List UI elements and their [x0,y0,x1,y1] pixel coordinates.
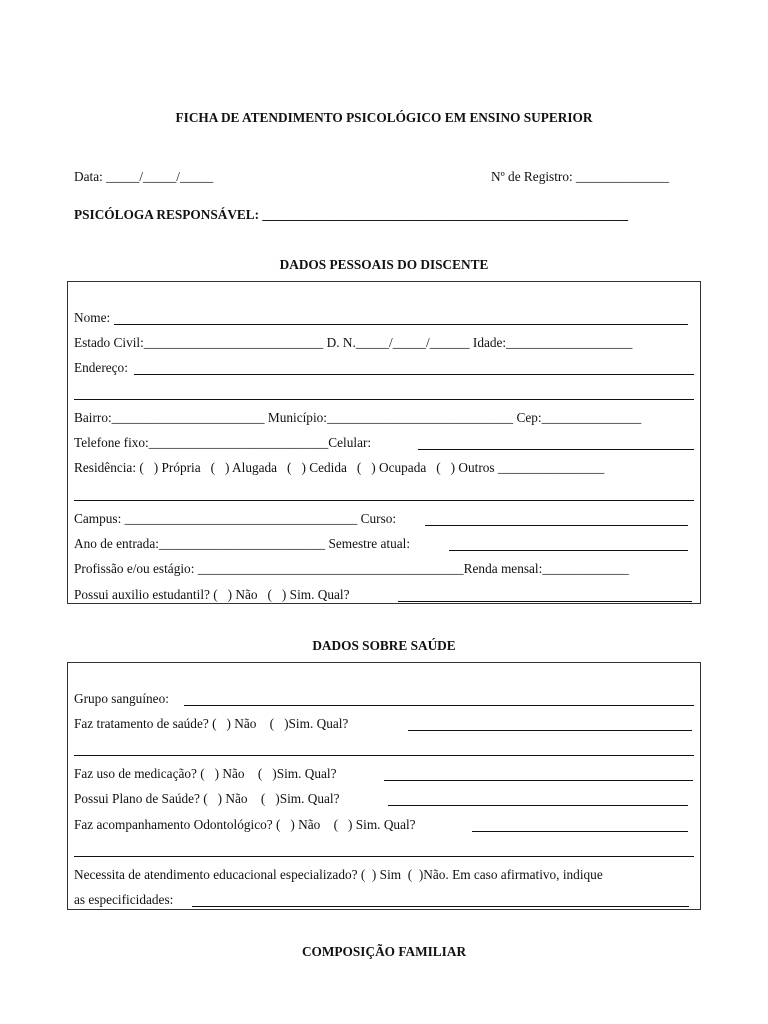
treatment-line-2 [74,755,694,756]
dental-line [472,831,688,832]
address-label: Endereço: [74,360,128,375]
blood-type-line [184,705,694,706]
special-needs-row-2: as especificidades: [74,892,174,907]
dental-line-2 [74,856,694,857]
treatment-line [408,730,692,731]
entry-year-row: Ano de entrada:_________________________ Semestre atual: [74,536,411,551]
name-line [114,324,688,325]
health-data-heading: DADOS SOBRE SAÚDE [312,638,456,653]
treatment-row: Faz tratamento de saúde? ( ) Não ( )Sim. Qual? [74,716,349,731]
medication-line [384,780,693,781]
semester-line [449,550,688,551]
health-plan-row: Possui Plano de Saúde? ( ) Não ( )Sim. Qual? [74,791,340,806]
responsible-psychologist-label: PSICÓLOGA RESPONSÁVEL: _______________________________________________________ [74,207,629,222]
address-line-2 [74,399,694,400]
phone-row: Telefone fixo:___________________________Celular: [74,435,372,450]
registration-field-label: Nº de Registro: ______________ [491,169,670,184]
course-line [425,525,688,526]
date-field-label: Data: _____/_____/_____ [74,169,214,184]
civil-status-row: Estado Civil:___________________________ D. N._____/_____/______ Idade:___________________ [74,335,633,350]
neighborhood-row: Bairro:_______________________ Município:____________________________ Cep:_______________ [74,410,642,425]
student-aid-row: Possui auxilio estudantil? ( ) Não ( ) Sim. Qual? [74,587,350,602]
address-line [134,374,694,375]
dental-row: Faz acompanhamento Odontológico? ( ) Não ( ) Sim. Qual? [74,817,416,832]
medication-row: Faz uso de medicação? ( ) Não ( )Sim. Qual? [74,766,337,781]
residence-row: Residência: ( ) Própria ( ) Alugada ( ) Cedida ( ) Ocupada ( ) Outros ________________ [74,460,605,475]
health-plan-line [388,805,688,806]
special-needs-row: Necessita de atendimento educacional especializado? ( ) Sim ( )Não. Em caso afirmativo, indique [74,867,603,882]
campus-row: Campus: ___________________________________ Curso: [74,511,397,526]
special-needs-line [192,906,689,907]
residence-line-2 [74,500,694,501]
blood-type-label: Grupo sanguíneo: [74,691,169,706]
form-title: FICHA DE ATENDIMENTO PSICOLÓGICO EM ENSINO SUPERIOR [175,110,593,125]
personal-data-heading: DADOS PESSOAIS DO DISCENTE [279,257,489,272]
profession-row: Profissão e/ou estágio: ________________________________________Renda mensal:_____________ [74,561,629,576]
student-aid-line [398,601,692,602]
family-composition-heading: COMPOSIÇÃO FAMILIAR [301,944,467,959]
cellphone-line [418,449,694,450]
name-label: Nome: [74,310,111,325]
